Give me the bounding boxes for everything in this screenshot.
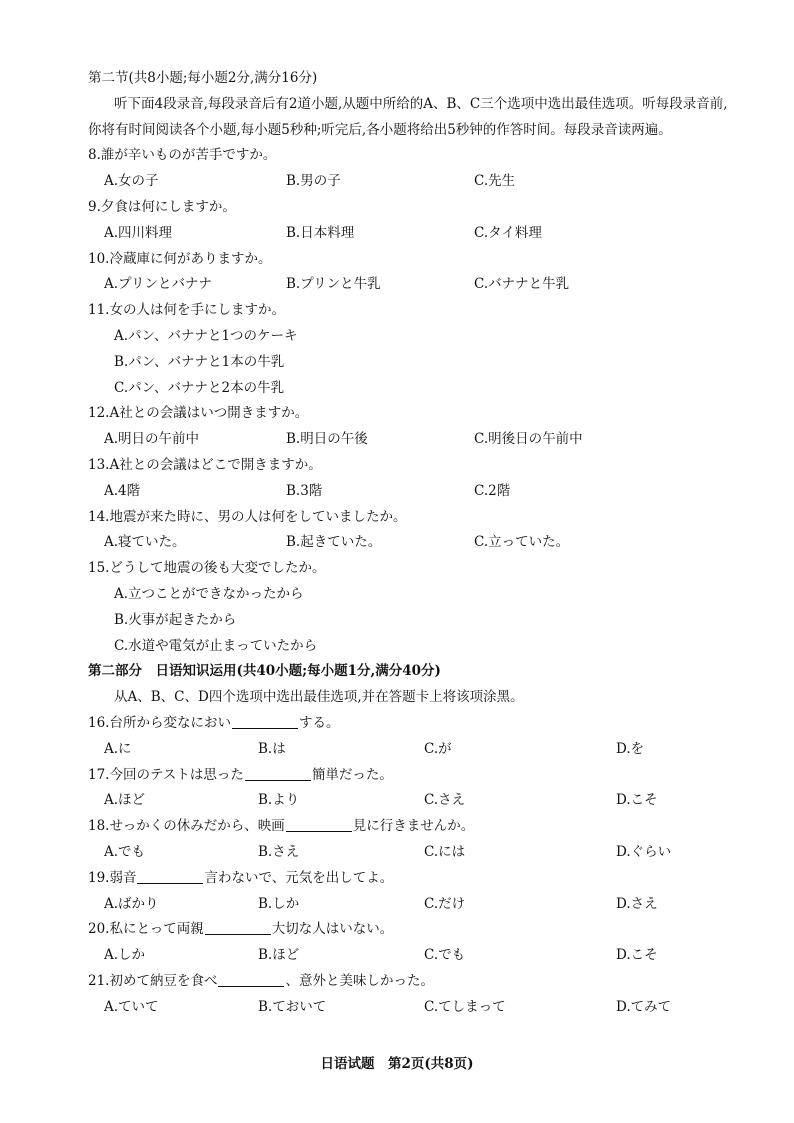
option-18d[interactable]: D.ぐらい [616,843,672,860]
option-21c[interactable]: C.てしまって [424,998,506,1015]
question-19-post: 言わないで、元気を出してよ。 [204,869,394,886]
answer-blank-17 [245,765,311,781]
option-14b[interactable]: B.起きていた。 [286,534,382,551]
option-17a[interactable]: A.ほど [104,792,146,809]
section2-heading: 第二节(共8小题;每小题2分,满分16分) [88,70,318,86]
option-17d[interactable]: D.こそ [616,792,658,809]
option-16c[interactable]: C.が [424,740,452,757]
options-20 [88,943,728,969]
question-21-post: 、意外と美味しかった。 [285,972,434,989]
option-17b[interactable]: B.より [258,792,300,809]
option-20a[interactable]: A.しか [104,947,146,964]
options-14 [88,530,728,556]
option-9b[interactable]: B.日本料理 [286,224,355,241]
option-14a[interactable]: A.寝ていた。 [104,534,186,551]
option-17c[interactable]: C.さえ [424,792,466,809]
option-9c[interactable]: C.タイ料理 [474,224,542,241]
option-12b[interactable]: B.明日の午後 [286,431,368,448]
option-18b[interactable]: B.さえ [258,843,300,860]
answer-blank-19 [137,868,203,884]
question-20 [88,917,728,943]
option-10b[interactable]: B.プリンと牛乳 [286,276,381,293]
question-9: 9.夕食は何にしますか。 [88,198,236,215]
answer-blank-20 [205,919,271,935]
option-19a[interactable]: A.ばかり [104,895,159,912]
option-20b[interactable]: B.ほど [258,947,300,964]
option-19d[interactable]: D.さえ [616,895,658,912]
question-8: 8.誰が辛いものが苦手ですか。 [88,147,277,164]
question-17-pre: 17.今回のテストは思った [88,766,244,783]
options-19 [88,892,728,918]
option-10c[interactable]: C.バナナと牛乳 [474,276,570,293]
options-17 [88,788,728,814]
option-13c[interactable]: C.2階 [474,482,511,499]
option-19b[interactable]: B.しか [258,895,300,912]
options-10 [88,272,728,298]
option-21b[interactable]: B.ておいて [258,998,327,1015]
page-footer: 日语试题 第2页(共8页) [320,1056,474,1072]
question-18-post: 見に行きませんか。 [352,818,475,835]
question-16 [88,711,728,737]
question-14: 14.地震が来た時に、男の人は何をしていましたか。 [88,508,407,525]
option-13a[interactable]: A.4階 [104,482,141,499]
option-18c[interactable]: C.には [424,843,466,860]
option-16a[interactable]: A.に [104,740,132,757]
option-11b[interactable]: B.パン、バナナと1本の牛乳 [114,353,285,370]
question-18-pre: 18.せっかくの休みだから、映画 [88,818,285,835]
option-20d[interactable]: D.こそ [616,947,658,964]
part2-heading: 第二部分 日语知识运用(共40小题;每小题1分,满分40分) [88,663,441,680]
question-20-post: 大切な人はいない。 [271,921,394,938]
answer-blank-21 [218,971,284,987]
option-12a[interactable]: A.明日の午前中 [104,431,200,448]
options-21 [88,995,728,1021]
option-8a[interactable]: A.女の子 [104,173,159,190]
question-19-pre: 19.弱音 [88,869,137,886]
options-12 [88,427,728,453]
option-8b[interactable]: B.男の子 [286,173,341,190]
option-10a[interactable]: A.プリンとバナナ [104,276,213,293]
option-16b[interactable]: B.は [258,740,286,757]
option-8c[interactable]: C.先生 [474,173,516,190]
option-11a[interactable]: A.パン、バナナと1つのケーキ [114,327,298,344]
option-15a[interactable]: A.立つことができなかったから [114,585,304,602]
answer-blank-16 [232,713,298,729]
option-18a[interactable]: A.でも [104,843,146,860]
question-13: 13.A社との会議はどこで開きますか。 [88,456,322,473]
option-11c[interactable]: C.パン、バナナと2本の牛乳 [114,379,285,396]
question-11: 11.女の人は何を手にしますか。 [88,302,285,319]
option-12c[interactable]: C.明後日の午前中 [474,431,583,448]
question-17 [88,763,728,789]
option-21d[interactable]: D.てみて [616,998,672,1015]
option-15c[interactable]: C.水道や電気が止まっていたから [114,637,318,654]
options-8 [88,169,728,195]
options-18 [88,840,728,866]
option-13b[interactable]: B.3階 [286,482,323,499]
option-15b[interactable]: B.火事が起きたから [114,611,237,628]
question-21-pre: 21.初めて納豆を食べ [88,972,218,989]
options-16 [88,737,728,763]
question-15: 15.どうして地震の後も大変でしたか。 [88,560,326,577]
section2-instructions: 听下面4段录音,每段录音后有2道小题,从题中所给的A、B、C三个选项中选出最佳选项。听每段录音前,你将有时间阅读各个小题,每小题5秒种;听完后,各小题将给出5秒钟的作答时间。每段录音读两遍。 [88,95,728,138]
part2-instructions: 从A、B、C、D四个选项中选出最佳选项,并在答题卡上将该项涂黑。 [114,689,524,706]
question-17-post: 簡単だった。 [311,766,393,783]
answer-blank-18 [286,816,352,832]
option-21a[interactable]: A.ていて [104,998,159,1015]
question-21 [88,969,728,995]
options-9 [88,221,728,247]
question-20-pre: 20.私にとって両親 [88,921,204,938]
question-18 [88,814,728,840]
question-19 [88,866,728,892]
question-10: 10.冷蔵庫に何がありますか。 [88,250,272,267]
exam-content [88,66,728,1020]
option-14c[interactable]: C.立っていた。 [474,534,570,551]
question-16-pre: 16.台所から変なにおい [88,714,231,731]
option-16d[interactable]: D.を [616,740,645,757]
option-19c[interactable]: C.だけ [424,895,466,912]
option-9a[interactable]: A.四川料理 [104,224,173,241]
question-12: 12.A社との会議はいつ開きますか。 [88,405,309,422]
question-16-post: する。 [298,714,340,731]
option-20c[interactable]: C.でも [424,947,466,964]
options-13 [88,479,728,505]
